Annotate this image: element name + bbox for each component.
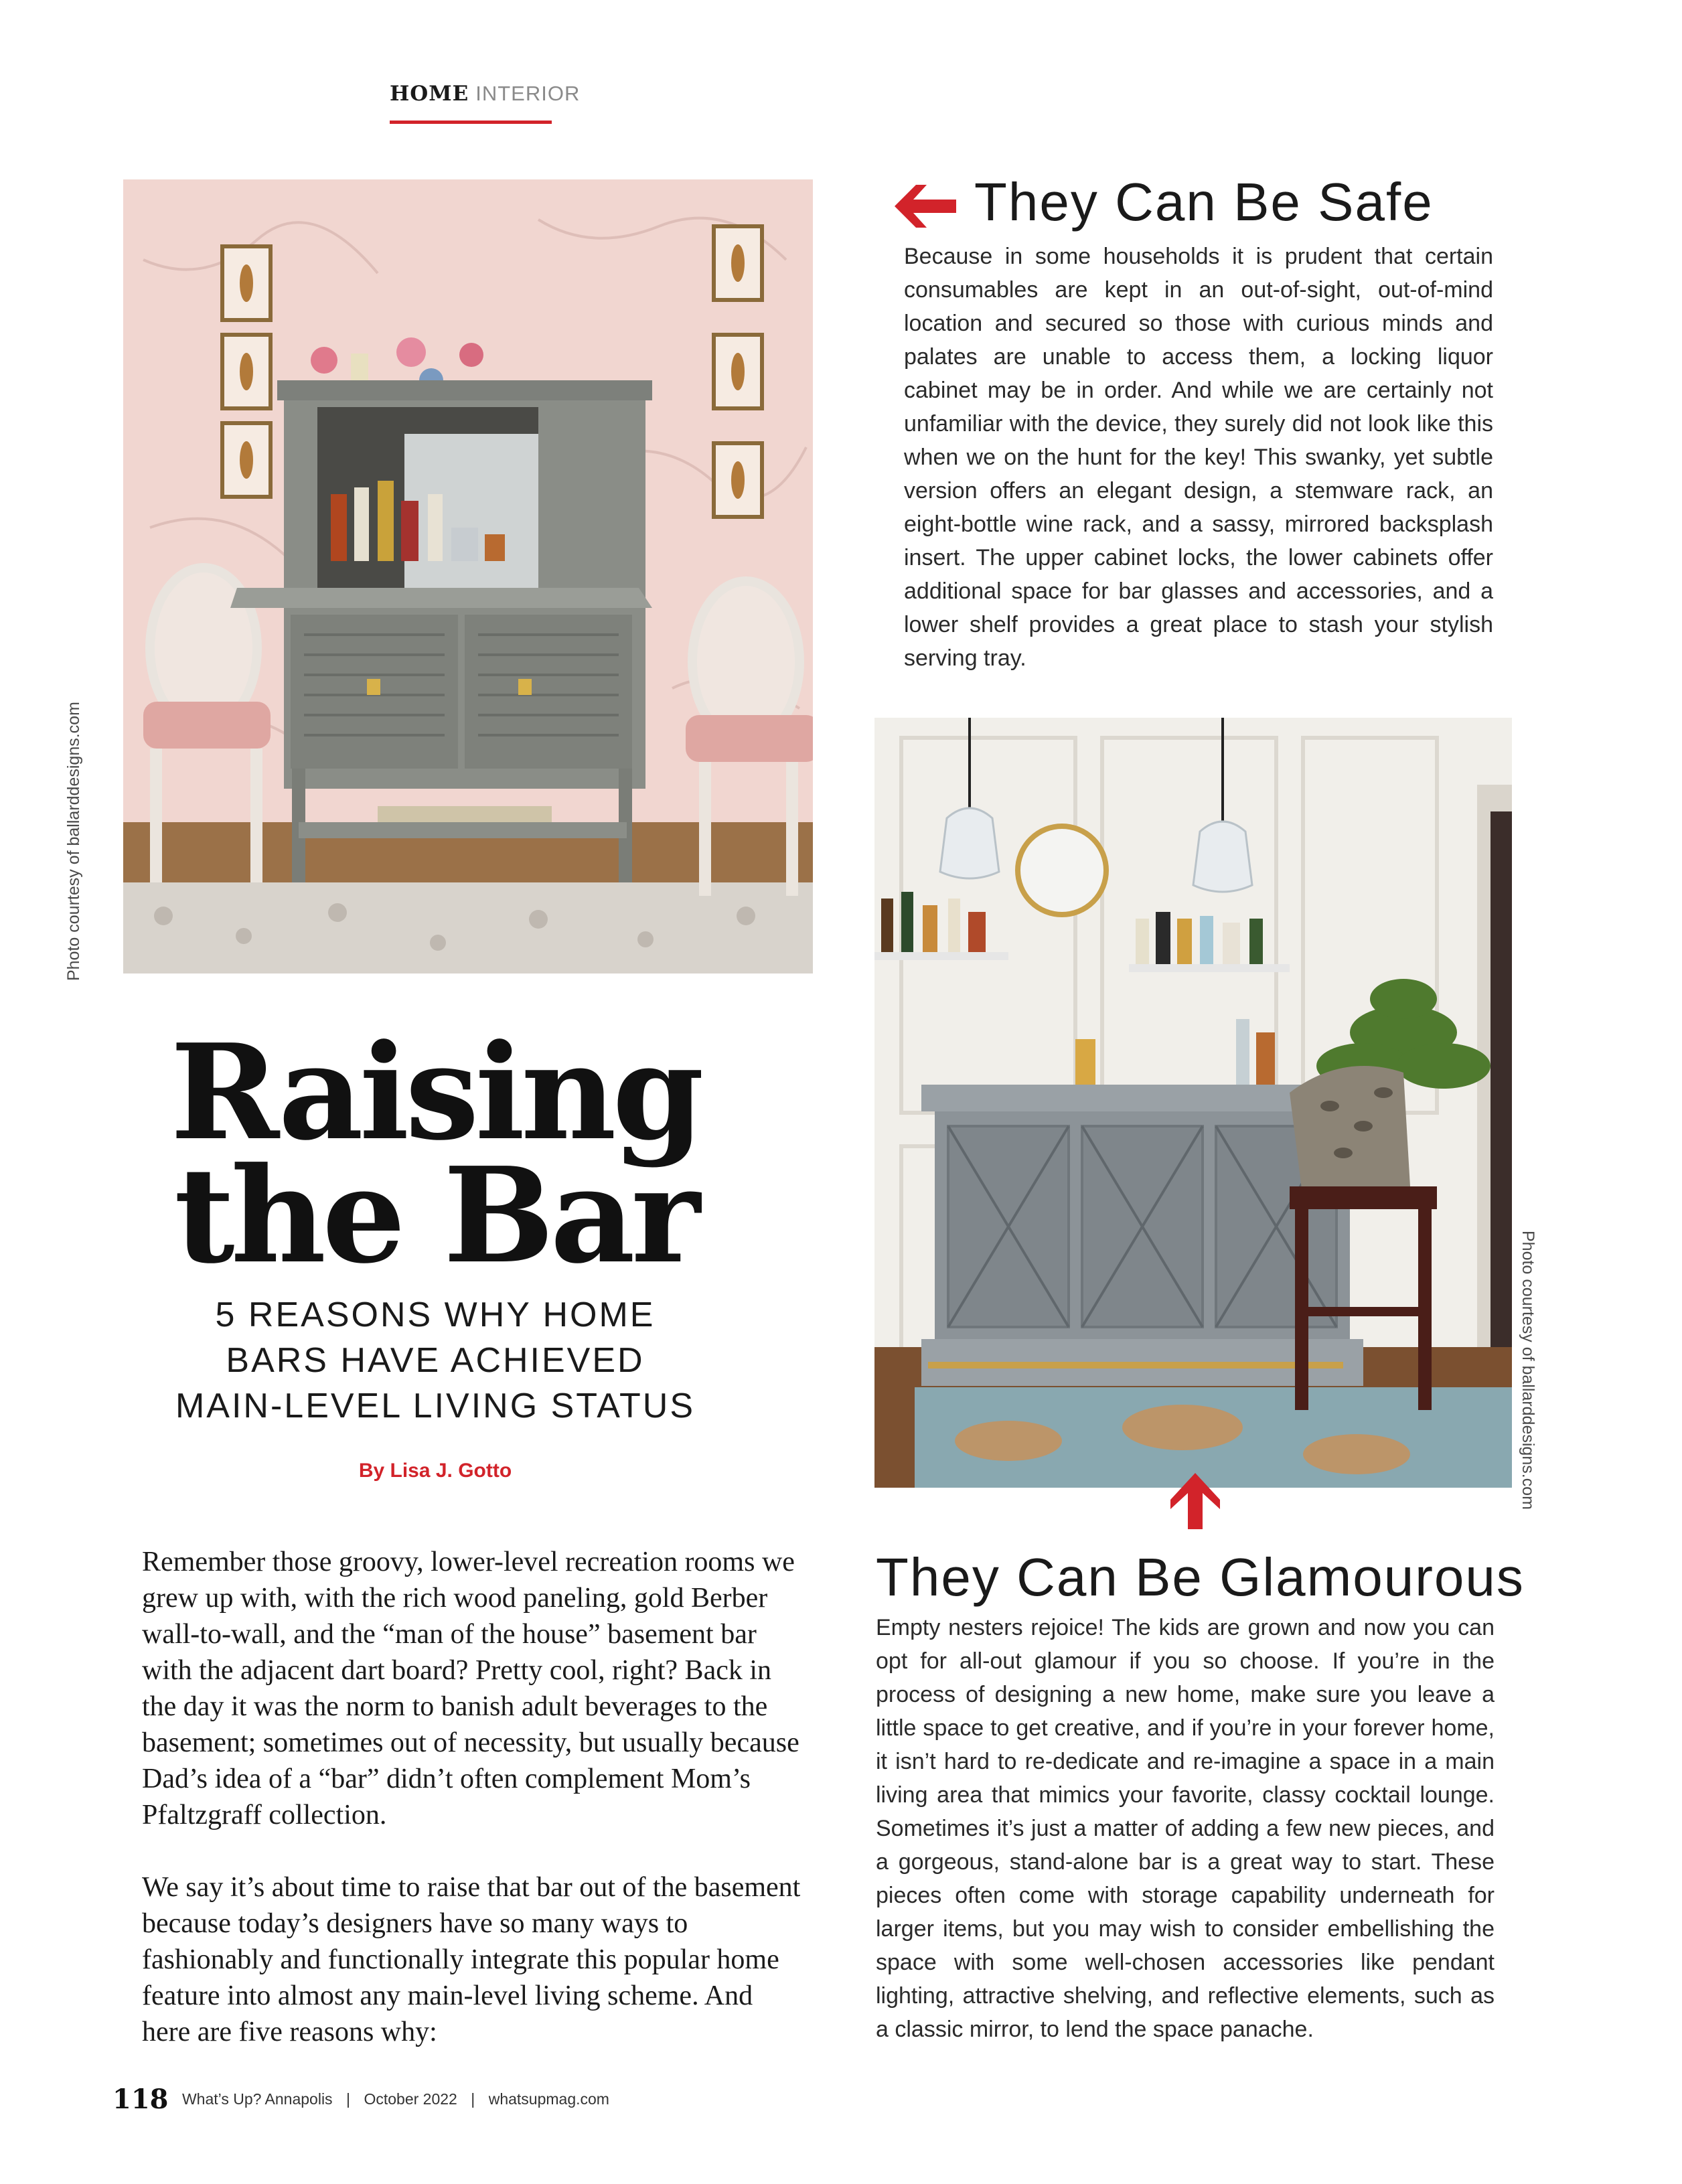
footer-publication: What’s Up? Annapolis — [181, 2090, 333, 2108]
safe-body: Because in some households it is prudent that certain consumables are kept in an out-of-sight, out-of-mind location and secured so those with curious minds and palates are unable to access them, a locking liquor cabinet may be in order. And while we are certainly not unfamiliar with the device, they surely did not look like this when we on the hunt for the key! This swanky, yet subtle version offers an elegant design, a stemware rack, an eight-bottle wine rack, and a sassy, mirrored backsplash insert. The upper cabinet locks, the lower cabinets offer additional space for bar glasses and accessories, and a lower shelf provides a great place to stash your stylish serving tray. — [904, 244, 1493, 671]
article-subtitle — [134, 1292, 737, 1429]
section-rule — [390, 121, 552, 124]
glam-body: Empty nesters rejoice! The kids are grown and now you can opt for all-out glamour if you so choose. If you’re in the process of designing a new home, make sure you leave a little space to get creative, and if you’re in your forever home, it isn’t hard to re-dedicate and re-imagine a space in a main living area that mimics your favorite, classy cocktail lounge. Sometimes it’s just a matter of adding a few new pieces, and a gorgeous, stand-alone bar is a great way to start. These pieces often come with storage capability underneath for larger items, but you may wish to consider embellishing the space with some well-chosen accessories like pendant lighting, attractive shelving, and reflective elements, such as a classic mirror, to lend the space panache. — [876, 1615, 1495, 2042]
footer-website: whatsupmag.com — [488, 2090, 609, 2108]
section-category: HOME — [390, 82, 469, 106]
footer-separator: | — [471, 2090, 475, 2108]
page-number: 118 — [112, 2084, 169, 2115]
title-line-1: Raising — [170, 1016, 700, 1170]
article-title — [134, 1016, 737, 1293]
section-subcategory: INTERIOR — [475, 82, 581, 105]
arrow-up-icon — [1170, 1473, 1220, 1529]
page-footer — [112, 2084, 609, 2115]
liquor-cabinet-photo — [123, 179, 813, 973]
safe-heading: They Can Be Safe — [974, 172, 1434, 232]
section-header — [390, 82, 580, 106]
intro-paragraph-1: Remember those groovy, lower-level recreation rooms we grew up with, with the rich wood paneling, gold Berber wall-to-wall, and the “man of the house” basement bar with the adjacent dart board? Pretty cool, right? Back in the day it was the norm to banish adult beverages to the basement; sometimes out of necessity, but usually because Dad’s idea of a “bar” didn’t often complement Mom’s Pfaltzgraff collection. — [142, 1547, 799, 1830]
subtitle-line-1: 5 REASONS WHY HOME — [215, 1296, 656, 1334]
arrow-left-icon — [895, 185, 956, 228]
subtitle-line-3: MAIN-LEVEL LIVING STATUS — [175, 1387, 696, 1425]
intro-paragraph-2: We say it’s about time to raise that bar out of the basement because today’s designers have so many ways to fashionably and functionally integrate this popular home feature into almost any main-level living scheme. And here are five reasons why: — [142, 1872, 801, 2047]
home-bar-photo — [874, 718, 1512, 1488]
footer-issue: October 2022 — [364, 2090, 457, 2108]
subtitle-line-2: BARS HAVE ACHIEVED — [226, 1341, 645, 1380]
footer-separator: | — [346, 2090, 350, 2108]
title-line-2: the Bar — [174, 1139, 696, 1293]
byline: By Lisa J. Gotto — [358, 1460, 512, 1482]
glam-heading: They Can Be Glamourous — [876, 1547, 1525, 1607]
